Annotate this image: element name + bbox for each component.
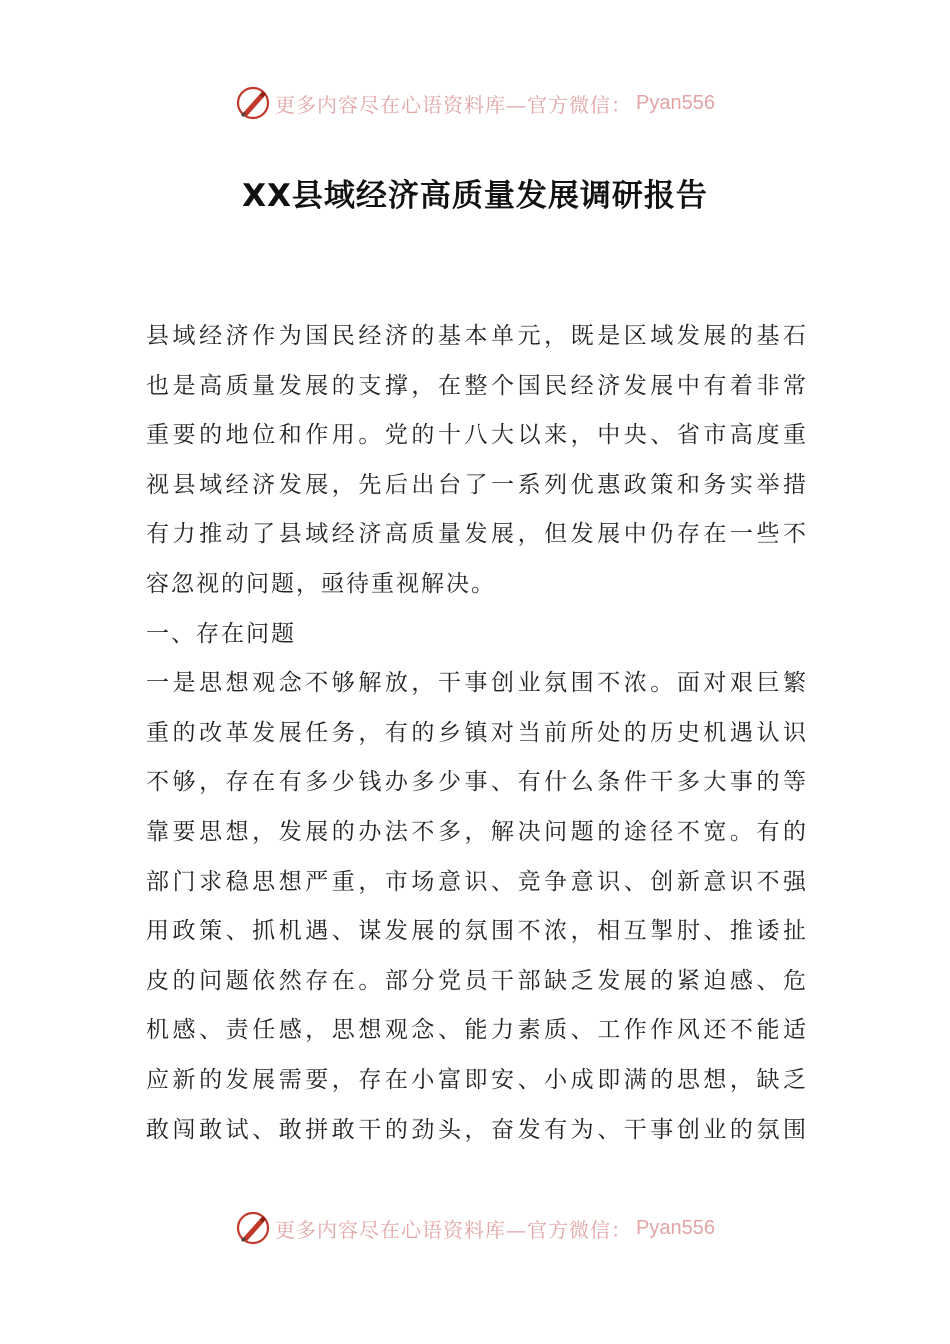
document-title: XX县域经济高质量发展调研报告 — [242, 178, 708, 214]
pen-logo-icon — [235, 85, 271, 121]
body-line: 不够，存在有多少钱办多少事、有什么条件干多大事的等 — [146, 769, 806, 796]
body-line: 重要的地位和作用。党的十八大以来，中央、省市高度重 — [146, 422, 806, 449]
watermark-text: 更多内容尽在心语资料库—官方微信： — [275, 1217, 633, 1242]
body-line: 敢闯敢试、敢拼敢干的劲头，奋发有为、干事创业的氛围 — [146, 1116, 806, 1143]
document-body — [146, 312, 806, 1155]
body-line: 有力推动了县域经济高质量发展，但发展中仍存在一些不 — [146, 521, 806, 548]
watermark-wechat-id: Pyan556 — [636, 91, 715, 114]
body-line: 部门求稳思想严重，市场意识、竞争意识、创新意识不强 — [146, 868, 806, 895]
body-line: 重的改革发展任务，有的乡镇对当前所处的历史机遇认识 — [146, 719, 806, 746]
body-line: 靠要思想，发展的办法不多，解决问题的途径不宽。有的 — [146, 818, 806, 845]
body-line: 也是高质量发展的支撑，在整个国民经济发展中有着非常 — [146, 372, 806, 399]
body-line: 县域经济作为国民经济的基本单元，既是区域发展的基石 — [146, 323, 806, 349]
body-line: 机感、责任感，思想观念、能力素质、工作作风还不能适 — [146, 1017, 806, 1044]
body-line: 一是思想观念不够解放，干事创业氛围不浓。面对艰巨繁 — [146, 670, 806, 697]
body-line: 应新的发展需要，存在小富即安、小成即满的思想，缺乏 — [146, 1066, 806, 1093]
section-heading: 一、存在问题 — [146, 620, 296, 647]
body-line: 皮的问题依然存在。部分党员干部缺乏发展的紧迫感、危 — [146, 967, 806, 994]
watermark-footer — [0, 1208, 950, 1248]
body-line: 容忽视的问题，亟待重视解决。 — [146, 570, 496, 597]
pen-logo-icon — [235, 1210, 271, 1246]
watermark-wechat-id: Pyan556 — [636, 1216, 715, 1239]
watermark-header — [0, 83, 950, 123]
body-line: 用政策、抓机遇、谋发展的氛围不浓，相互掣肘、推诿扯 — [146, 918, 806, 945]
watermark-text: 更多内容尽在心语资料库—官方微信： — [275, 92, 633, 117]
body-line: 视县域经济发展，先后出台了一系列优惠政策和务实举措 — [146, 471, 806, 498]
